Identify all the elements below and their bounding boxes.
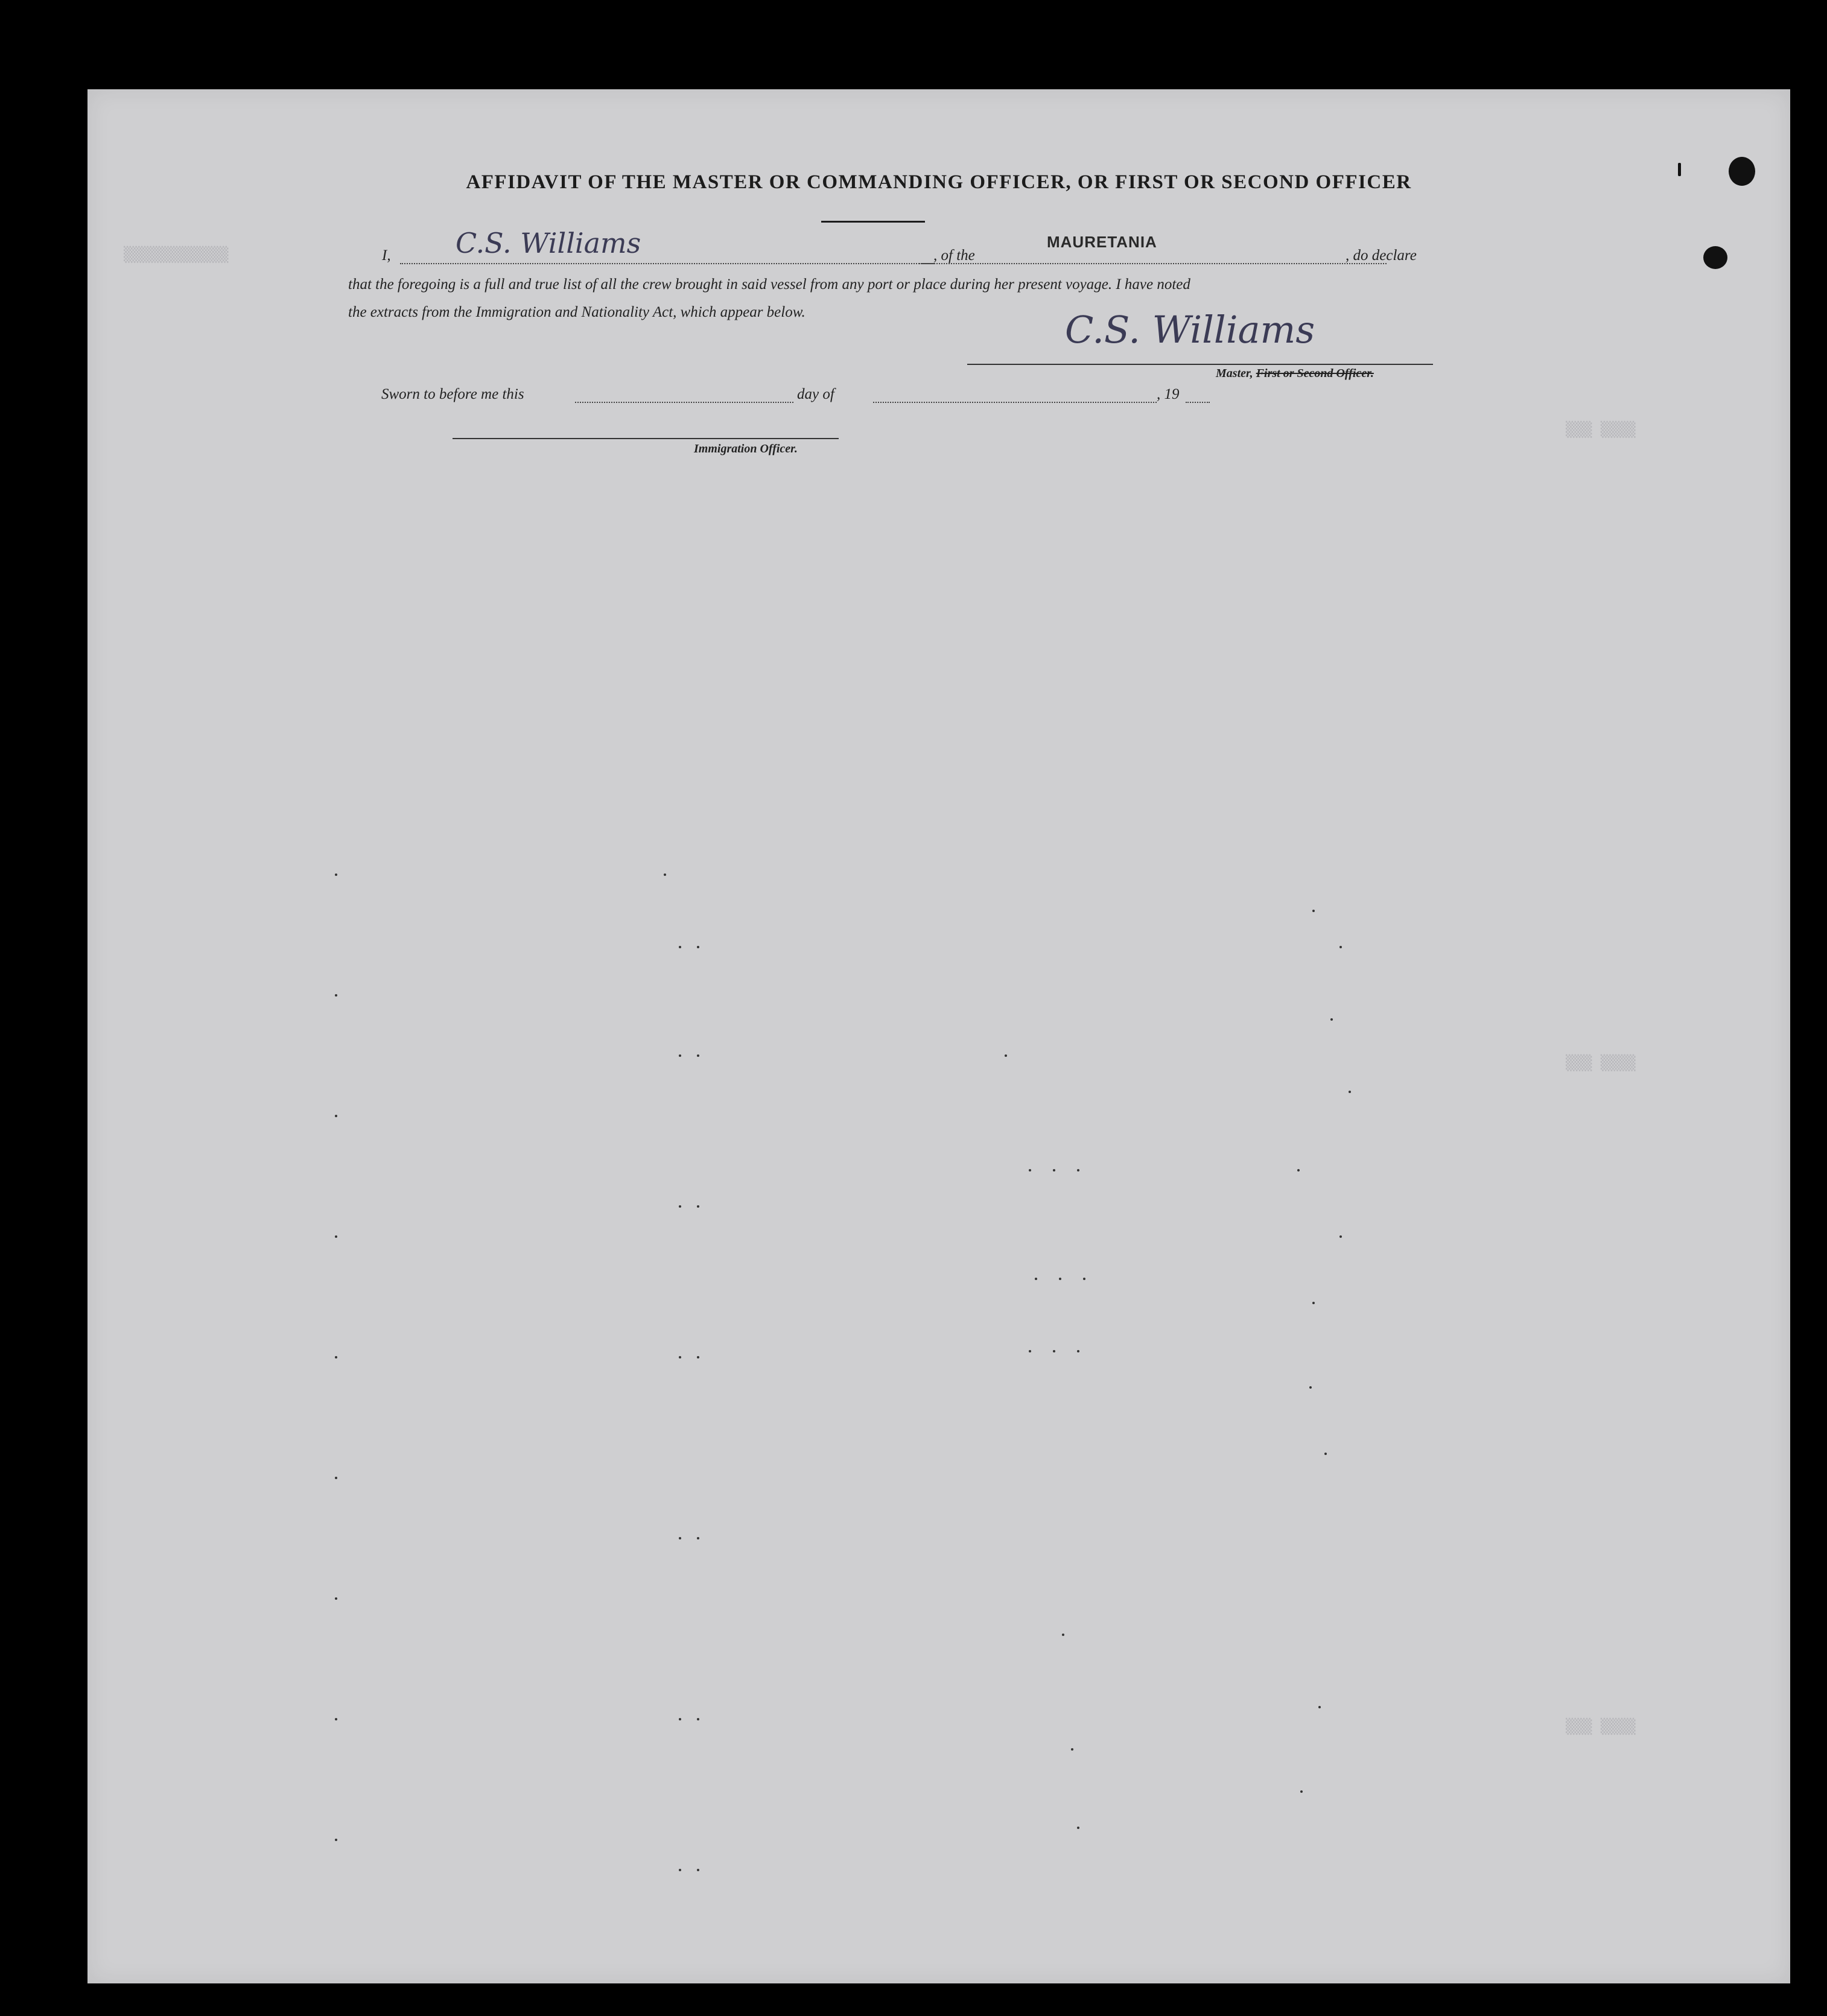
scan-speck: [1300, 1790, 1303, 1793]
scan-speck: [679, 1537, 681, 1539]
ink-blot: [1703, 246, 1727, 269]
sworn-prefix: Sworn to before me this: [381, 386, 524, 402]
bleed-through-text: ▒▒▒ ▒▒▒▒: [1566, 1054, 1636, 1071]
scan-speck: [335, 1356, 337, 1358]
scan-speck: [697, 1356, 699, 1358]
scan-speck: [1053, 1350, 1055, 1352]
scan-speck: [679, 1054, 681, 1057]
scan-speck: [1312, 910, 1315, 912]
scan-speck: [335, 1839, 337, 1841]
scan-speck: [335, 1718, 337, 1720]
year-prefix: , 19: [1157, 386, 1180, 402]
scan-speck: [1077, 1827, 1079, 1829]
scan-speck: [1349, 1091, 1351, 1093]
scan-speck: [697, 1718, 699, 1720]
scan-speck: [679, 946, 681, 948]
scan-speck: [679, 1718, 681, 1720]
scan-speck: [335, 1235, 337, 1238]
scan-speck: [1083, 1278, 1085, 1280]
scan-speck: [697, 1869, 699, 1871]
scan-speck: [1309, 1386, 1312, 1389]
scan-speck: [335, 1597, 337, 1600]
scan-speck: [697, 946, 699, 948]
declarant-name-field: [400, 263, 934, 264]
master-caption: [1216, 367, 1374, 381]
declaration-body-line-2: the extracts from the Immigration and Nationality Act, which appear below.: [348, 304, 805, 320]
scan-speck: [335, 873, 337, 876]
scan-speck: [1035, 1278, 1037, 1280]
master-signature-line: [967, 364, 1433, 365]
scan-speck: [335, 1115, 337, 1117]
day-of-text: day of: [797, 386, 834, 402]
scan-speck: [679, 1356, 681, 1358]
scan-speck: [1077, 1169, 1079, 1171]
scan-speck: [1029, 1350, 1031, 1352]
master-caption-struck: First or Second Officer.: [1256, 367, 1374, 380]
scan-speck: [1318, 1706, 1321, 1708]
scan-speck: [1297, 1169, 1300, 1171]
scan-speck: [679, 1205, 681, 1208]
scan-speck: [697, 1054, 699, 1057]
do-declare-text: , do declare: [1346, 247, 1417, 264]
scan-speck: [1339, 946, 1342, 948]
scan-speck: [1029, 1169, 1031, 1171]
scan-speck: [1059, 1278, 1061, 1280]
sworn-month-field: [873, 402, 1157, 403]
immigration-officer-caption: Immigration Officer.: [694, 442, 798, 455]
declaration-body-line-1: that the foregoing is a full and true list of all the crew brought in said vessel from any port or place during her present voyage. I have noted: [348, 276, 1190, 293]
scan-speck: [1324, 1453, 1327, 1455]
of-the-text: , of the: [933, 247, 975, 264]
scan-speck: [1077, 1350, 1079, 1352]
sworn-day-field: [575, 402, 793, 403]
affidavit-title: AFFIDAVIT OF THE MASTER OR COMMANDING OFFICER, OR FIRST OR SECOND OFFICER: [466, 171, 1412, 193]
scan-speck: [1005, 1054, 1007, 1057]
vessel-name-field: [919, 263, 1387, 264]
scan-speck: [335, 994, 337, 997]
bleed-through-text: ▒▒▒ ▒▒▒▒: [1566, 1718, 1636, 1735]
scan-speck: [1312, 1302, 1315, 1304]
title-underline: [821, 221, 925, 223]
vessel-name-stamp: MAURETANIA: [1047, 233, 1157, 251]
scan-speck: [1339, 1235, 1342, 1238]
scan-speck: [697, 1537, 699, 1539]
scan-speck: [1330, 1018, 1333, 1021]
master-signature: C.S. Williams: [1065, 308, 1315, 352]
bleed-through-text: ▒▒▒▒▒▒▒▒▒▒▒▒: [124, 246, 229, 263]
scan-speck: [1053, 1169, 1055, 1171]
scan-speck: [1062, 1634, 1064, 1636]
sworn-year-field: [1186, 402, 1210, 403]
scan-speck: [697, 1205, 699, 1208]
scan-speck: [664, 873, 666, 876]
bleed-through-text: ▒▒▒ ▒▒▒▒: [1566, 421, 1636, 438]
document-sheet: [87, 89, 1790, 1983]
immigration-officer-line: [453, 438, 839, 439]
scan-speck: [679, 1869, 681, 1871]
scan-speck: [335, 1477, 337, 1479]
master-caption-prefix: Master,: [1216, 367, 1253, 380]
scan-speck: [1071, 1748, 1073, 1751]
declaration-prefix: I,: [382, 247, 391, 264]
declarant-signature: C.S. Williams: [456, 227, 641, 259]
